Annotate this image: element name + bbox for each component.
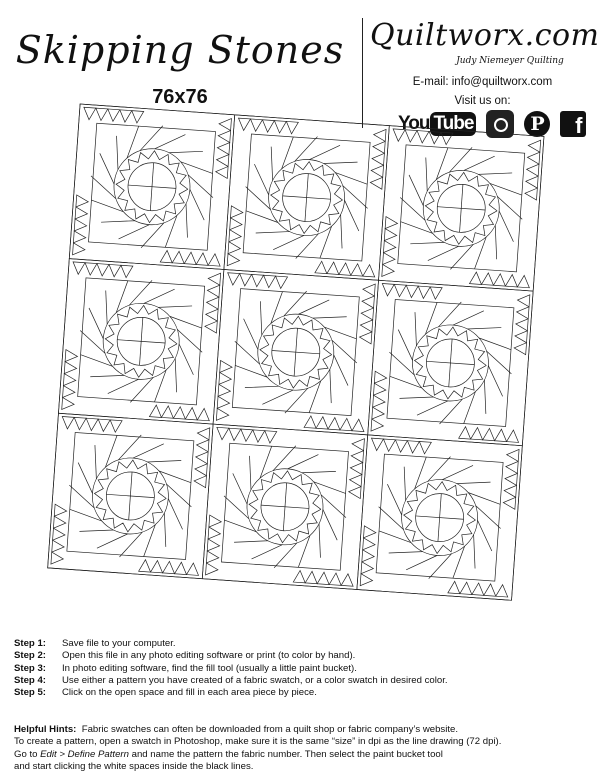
step-5 (14, 687, 448, 699)
quilt-block (379, 126, 544, 291)
pattern-title: Skipping Stones (15, 28, 345, 72)
facebook-icon[interactable]: f (560, 111, 586, 137)
hints-line-4: and start clicking the white spaces inside the black lines. (14, 760, 254, 772)
visit-us-label: Visit us on: (454, 95, 511, 107)
hints-line-3 (14, 749, 501, 761)
brand-logo: Quiltworx.com (370, 18, 600, 53)
step-4 (14, 675, 448, 687)
quilt-size: 76x76 (152, 86, 208, 108)
step-1 (14, 638, 448, 650)
instructions-steps (14, 638, 448, 699)
step-label: Step 1: (14, 638, 46, 649)
menu-path: Edit > Define Pattern (40, 748, 129, 760)
brand-subtitle: Judy Niemeyer Quilting (456, 56, 564, 66)
step-text: Open this file in any photo editing software or print (to color by hand). (62, 650, 356, 662)
step-3 (14, 663, 448, 675)
step-text: Save file to your computer. (62, 638, 176, 649)
step-label: Step 4: (14, 674, 46, 686)
hints-line-1 (14, 724, 501, 736)
pinterest-icon[interactable]: P (524, 111, 550, 137)
step-text: Use either a pattern you have created of a fabric swatch, or a color swatch in desired color. (62, 674, 448, 686)
helpful-hints (14, 724, 501, 773)
youtube-tube: Tube (430, 112, 476, 136)
hints-text: Fabric swatches can often be downloaded from a quilt shop or fabric company’s website. (81, 724, 459, 735)
step-2 (14, 650, 448, 662)
quilt-block (69, 104, 234, 269)
quilt-block (213, 269, 378, 434)
quilt-block (202, 424, 367, 589)
quilt-block (224, 115, 389, 280)
quilt-block (48, 413, 213, 578)
step-label: Step 5: (14, 687, 46, 699)
contact-email[interactable]: E-mail: info@quiltworx.com (412, 76, 553, 88)
step-label: Step 3: (14, 662, 46, 674)
hints-label: Helpful Hints: (14, 724, 77, 735)
step-text: Click on the open space and fill in each area piece by piece. (62, 687, 317, 699)
quilt-block (368, 280, 533, 445)
step-text: In photo editing software, find the fill tool (usually a little paint bucket). (62, 662, 357, 674)
hints-text: and name the pattern the fabric number. Then select the paint bucket tool (128, 748, 443, 760)
youtube-you: You (398, 113, 430, 134)
quilt-block (58, 259, 223, 424)
quilt-block (357, 435, 522, 600)
hints-text: Go to (14, 748, 41, 760)
hints-line-2: To create a pattern, open a swatch in Photoshop, make sure it is the same “size” in dpi as the line drawing (72 dpi). (14, 736, 502, 748)
quilt-line-drawing (40, 103, 560, 638)
step-label: Step 2: (14, 650, 46, 662)
